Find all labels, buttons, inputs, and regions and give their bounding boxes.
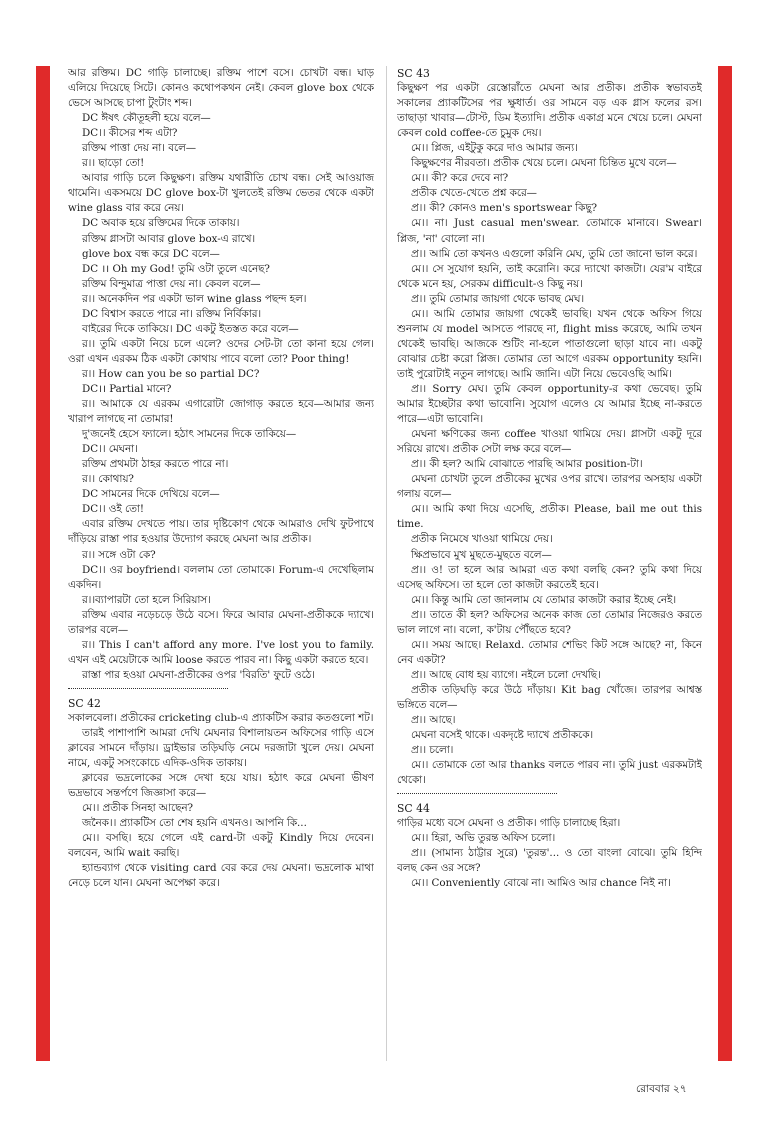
script-paragraph: প্র।। আছে বোধ হয় ব্যাগে। নইলে চলো দেখছি। (411, 668, 601, 681)
script-paragraph: র।। How can you be so partial DC? (82, 367, 260, 380)
script-paragraph: ক্ষিপ্রভাবে মুখ মুছতে-মুছতে বলে— (411, 548, 552, 561)
script-paragraph: র।। কোথায়? (82, 473, 134, 486)
scene-heading: SC 43 (397, 67, 430, 80)
script-paragraph: প্র।। আছে। (411, 714, 456, 727)
script-paragraph: জনৈক।। প্র্যাকটিস তো শেষ হয়নি এখনও। আপনি কি... (82, 817, 307, 830)
script-paragraph: র।। সঙ্গে ওটা কে? (82, 548, 156, 561)
script-paragraph: প্রতীক খেতে-খেতে প্রশ্ন করে— (411, 187, 537, 200)
script-paragraph: DC সামনের দিকে দেখিয়ে বলে— (82, 488, 220, 501)
script-paragraph: রক্তিম পাত্তা দেয় না। বলে— (82, 142, 197, 155)
script-paragraph: তারই পাশাপাশি আমরা দেখি মেঘনার বিশালায়তন অফিসের গাড়ি এসে ক্লাবের সামনে দাঁড়ায়। ড্রাইভার তড়িঘড়ি নেমে দরজাটা খুলে দেয়। মেঘনা নামে, একটু সসংকোচে এদিক-ওদিক তাকায়। (68, 727, 374, 770)
script-paragraph: রাস্তা পার হওয়া মেঘনা-প্রতীকের ওপর 'বিরতি' ফুটে ওঠে। (82, 668, 315, 681)
scene-heading: SC 44 (397, 802, 430, 816)
script-paragraph: দু'জনেই হেসে ফ্যালে। হঠাৎ সামনের দিকে তাকিয়ে— (82, 428, 297, 441)
page-folio: রোববার ২৭ (636, 1083, 687, 1095)
scene-heading: SC 42 (68, 696, 101, 710)
script-paragraph: রক্তিম গ্লাসটা আবার glove box-এ রাখে। (82, 232, 256, 245)
script-paragraph: র।। তুমি একটা নিয়ে চলে এলে? ওদের সেট-টা তো কানা হয়ে গেল। ওরা এখন এরকম ঠিক একটা কোথায় পাবে বলো তো? Poor thing! (68, 337, 374, 365)
script-paragraph: DC।। ওর boyfriend। বললাম তো তোমাকে। Forum-এ দেখেছিলাম একদিন। (68, 563, 374, 591)
script-paragraph: প্র।। তুমি তোমার জায়গা থেকে ভাবছ মেঘ। (411, 292, 585, 305)
script-paragraph: মে।। আমি তোমার জায়গা থেকেই ভাবছি। যখন থেকে অফিস গিয়ে শুনলাম যে model আসতে পারছে না, flight miss করেছে, আমি তখন থেকেই ভাবছি। আজকে শুটিং না-হলে পাতাগুলো ছাড়া যাবে না। একটু বোঝার চেষ্টা করো প্লিজ। তোমার তো আগে এরকম opportunity হয়নি। তাই পুরোটাই নতুন লাগছে। আমি জানি। এটা নিয়ে ভেবেওছি আমি। (397, 307, 702, 380)
script-paragraph: রক্তিম বিন্দুমাত্র পাত্তা দেয় না। কেবল বলে— (82, 277, 261, 290)
script-paragraph: মে।। প্রতীক সিনহা আছেন? (82, 802, 193, 815)
script-paragraph: কিছুক্ষণের নীরবতা। প্রতীক খেয়ে চলে। মেঘনা চিন্তিত মুখে বলে— (411, 157, 677, 170)
script-paragraph: মে।। না। Just casual men'swear. তোমাকে মানাবে। Swear। প্লিজ, 'না' বোলো না। (397, 217, 702, 245)
script-paragraph: র।। This I can't afford any more. I've lost you to family. এখন এই মেয়েটাকে আমি loose করতে পারব না। কিছু একটা করতে হবে। (68, 638, 374, 666)
script-paragraph: DC।। কীসের শব্দ এটা? (82, 127, 178, 140)
script-paragraph: মে।। আমি কথা দিয়ে এসেছি, প্রতীক। Please, bail me out this time. (397, 503, 702, 531)
script-paragraph: ক্লাবের ভদ্রলোকের সঙ্গে দেখা হয়ে যায়। হঠাৎ করে মেঘনা ভীষণ ভদ্রভাবে সন্তর্পণে জিজ্ঞাসা করে— (68, 772, 374, 800)
column-divider (386, 66, 387, 1061)
script-paragraph: বাইরের দিকে তাকিয়ে। DC একটু ইতস্তত করে বলে— (82, 322, 299, 335)
script-paragraph: গাড়ির মধ্যে বসে মেঘনা ও প্রতীক। গাড়ি চালাচ্ছে হিরা। (397, 817, 621, 830)
script-paragraph: প্র।। আমি তো কখনও এগুলো করিনি মেঘ, তুমি তো জানো ভাল করে। (411, 247, 698, 260)
script-paragraph: আর রক্তিম। DC গাড়ি চালাচ্ছে। রক্তিম পাশে বসে। চোখটা বন্ধ। ঘাড় এলিয়ে দিয়েছে সিটে। কোনও কথোপকথন নেই। কেবল glove box থেকে ভেসে আসছে চাপা টুংটাং শব্দ। (68, 67, 374, 110)
script-paragraph: কিছুক্ষণ পর একটা রেস্তোরাঁতে মেঘনা আর প্রতীক। প্রতীক স্বভাবতই সকালের প্র্যাকটিসের পর ক্ষুধার্ত। ওর সামনে বড় এক গ্লাস ফলের রস। তাছাড়া খাবার—টোস্ট, ডিম ইত্যাদি। প্রতীক একাগ্র মনে খেয়ে চলে। মেঘনা কেবল cold coffee-তে চুমুক দেয়। (397, 82, 702, 140)
script-paragraph: প্র।। (সামান্য ঠাট্টার সুরে) 'তুরন্ত'... ও তো বাংলা বোঝে। তুমি হিন্দি বলছ কেন ওর সঙ্গে? (397, 847, 702, 875)
script-paragraph: DC অবাক হয়ে রক্তিমের দিকে তাকায়। (82, 217, 240, 230)
script-paragraph: আবার গাড়ি চলে কিছুক্ষণ। রক্তিম যথারীতি চোখ বন্ধ। সেই আওয়াজ থামেনি। একসময়ে DC glove box-টা খুলতেই রক্তিম ভেতর থেকে একটা wine glass বার করে নেয়। (68, 172, 374, 215)
script-paragraph: প্রতীক নিমেষে খাওয়া থামিয়ে দেয়। (411, 533, 553, 546)
script-paragraph: মেঘনা ক্ষণিকের জন্য coffee খাওয়া থামিয়ে দেয়। গ্লাসটা একটু দূরে সরিয়ে রাখে। প্রতীক সেটা লক্ষ করে বলে— (397, 428, 702, 456)
script-paragraph: মে।। Conveniently বোঝে না। আমিও আর chance নিই না। (411, 877, 671, 890)
script-paragraph: মেঘনা চোখটা তুলে প্রতীকের মুখের ওপর রাখে। তারপর অসহায় একটা গলায় বলে— (397, 473, 702, 501)
script-paragraph: মে।। তোমাকে তো আর thanks বলতে পারব না। তুমি just এরকমটাই থেকো। (397, 759, 702, 787)
script-paragraph: প্র।। Sorry মেঘ। তুমি কেবল opportunity-র কথা ভেবেছ। তুমি আমার ইচ্ছেটার কথা ভাবোনি। সুযোগ এলেও যে আমার ইচ্ছে না-করতে পারে—এটা ভাবোনি। (397, 382, 702, 426)
script-paragraph: প্র।। কী হল? আমি বোঝাতে পারছি আমার position-টা। (411, 458, 643, 471)
script-paragraph: র।।ব্যাপারটা তো হলে সিরিয়াস। (82, 593, 211, 606)
script-paragraph: মে।। কী? করে দেবে না? (411, 172, 509, 185)
script-paragraph: মেঘনা বসেই থাকে। একদৃষ্টে দ্যাখে প্রতীককে। (411, 729, 594, 742)
script-paragraph: মে।। কিন্তু আমি তো জানলাম যে তোমার কাজটা করার ইচ্ছে নেই। (411, 593, 677, 606)
script-paragraph: প্র।। ও! তা হলে আর আমরা এত কথা বলছি কেন? তুমি কথা দিয়ে এসেছ অফিসে। তা হলে তো কাজটা করতেই হবে। (397, 563, 702, 591)
script-paragraph: এবার রক্তিম দেখতে পায়। তার দৃষ্টিকোণ থেকে আমরাও দেখি ফুটপাথে দাঁড়িয়ে রাস্তা পার হওয়ার উদ্যোগ করছে মেঘনা আর প্রতীক। (68, 518, 374, 546)
script-paragraph: মে।। বসছি। হয়ে গেলে এই card-টা একটু Kindly দিয়ে দেবেন। বলবেন, আমি wait করছি। (68, 832, 374, 860)
script-paragraph: মে।। সময় আছে। Relaxd. তোমার শেভিং কিট সঙ্গে আছে? না, কিনে নেব একটা? (397, 638, 702, 666)
script-paragraph: মে।। সে সুযোগ হয়নি, তাই করোনি। করে দ্যাখো কাজটা। যের'ম বাইরে থেকে মনে হয়, সেরকম difficult-ও কিছু নয়। (397, 262, 702, 290)
section-divider (68, 688, 228, 689)
script-paragraph: প্র।। কী? কোনও men's sportswear কিছু? (411, 202, 598, 215)
script-paragraph: রক্তিম প্রথমটা ঠাহর করতে পারে না। (82, 458, 229, 471)
script-paragraph: রক্তিম এবার নড়েচড়ে উঠে বসে। ফিরে আবার মেঘনা-প্রতীককে দ্যাখে। তারপর বলে— (68, 608, 374, 636)
script-paragraph: হ্যান্ডব্যাগ থেকে visiting card বের করে দেয় মেঘনা। ভদ্রলোক মাথা নেড়ে চলে যান। মেঘনা অপেক্ষা করে। (68, 862, 374, 890)
script-paragraph: র।। আমাকে যে এরকম এগারোটা জোগাড় করতে হবে—আমার জন্য খারাপ লাগছে না তোমার! (68, 398, 374, 426)
right-red-margin-bar (718, 66, 732, 1061)
script-paragraph: DC বিশ্বাস করতে পারে না। রক্তিম নির্বিকার। (82, 307, 262, 320)
script-paragraph: DC।। মেঘনা। (82, 443, 138, 456)
script-paragraph: প্র।। তাতে কী হল? অফিসের অনেক কাজ তো তোমার নিজেরও করতে ভাল লাগে না। বলো, ক'টায় পৌঁছতে হবে? (397, 608, 702, 636)
script-paragraph: DC।। ওই তো! (82, 503, 145, 516)
left-text-column (68, 66, 374, 1066)
section-divider (397, 793, 557, 794)
left-red-margin-bar (36, 66, 50, 1061)
script-paragraph: র।। অনেকদিন পর একটা ভাল wine glass পছন্দ হল। (82, 292, 307, 305)
script-paragraph: প্রতীক তড়িঘড়ি করে উঠে দাঁড়ায়। Kit bag খোঁজে। তারপর আশ্বস্ত ভঙ্গিতে বলে— (397, 683, 702, 711)
script-paragraph: DC ।। Oh my God! তুমি ওটা তুলে এনেছ? (82, 262, 270, 275)
script-paragraph: র।। ছাড়ো তো! (82, 157, 145, 170)
script-paragraph: মে।। হিরা, অভি তুরন্ত অফিস চলো। (411, 832, 556, 845)
script-paragraph: সকালবেলা। প্রতীকের cricketing club-এ প্র্যাকটিস করার কতগুলো শট। (68, 711, 374, 724)
script-paragraph: glove box বন্ধ করে DC বলে— (82, 247, 220, 260)
script-paragraph: মে।। প্লিজ, এইটুকু করে দাও আমার জন্য। (411, 142, 578, 155)
script-paragraph: DC ঈষৎ কৌতূহলী হয়ে বলে— (82, 112, 211, 125)
right-text-column (397, 66, 702, 1066)
script-paragraph: প্র।। চলো। (411, 744, 454, 757)
script-paragraph: DC।। Partial মানে? (82, 382, 172, 395)
